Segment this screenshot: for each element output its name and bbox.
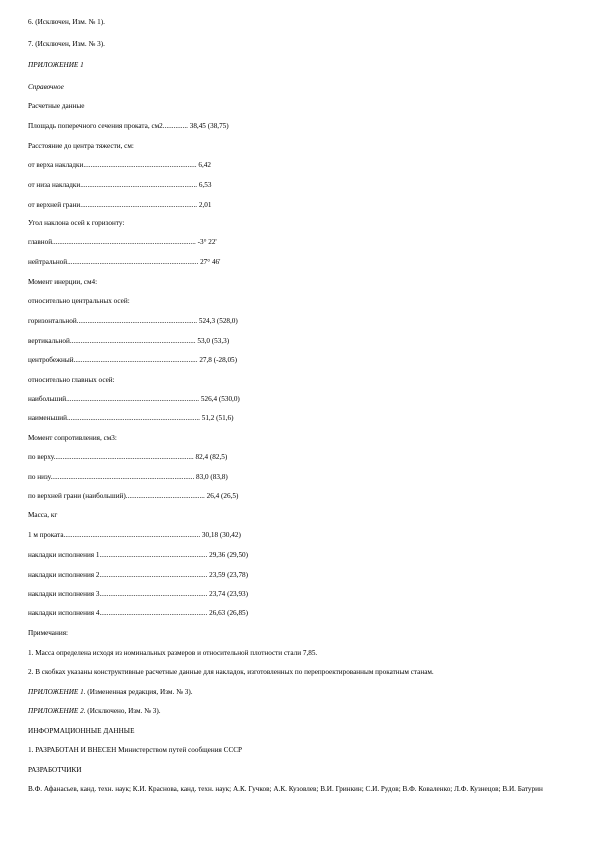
note-2: 2. В скобках указаны конструктивные расчетные данные для накладок, изготовленных по перепроектированным прокатным станам. xyxy=(28,668,434,676)
mass-version-2-row: накладки исполнения 2............................................................ 23,59 (23,78) xyxy=(28,571,249,579)
appendix-reference-label: Справочное xyxy=(28,83,64,91)
mass-heading: Масса, кг xyxy=(28,511,58,519)
centroid-from-bottom-row: от низа накладки................................................................. 6,53 xyxy=(28,181,212,189)
modulus-bottom-row: по низу................................................................................ 83,0 (83,8) xyxy=(28,473,228,481)
mass-version-4-row: накладки исполнения 4............................................................ 26,63 (26,85) xyxy=(28,609,249,617)
inertia-horizontal-row: горизонтальной................................................................... 524,3 (528,0) xyxy=(28,317,238,325)
inertia-min-row: наименьший.......................................................................... 51,2 (51,6) xyxy=(28,414,234,422)
neutral-axis-angle-row: нейтральной......................................................................... 27° 46' xyxy=(28,258,221,266)
principal-axes-subheading: относительно главных осей: xyxy=(28,376,115,384)
information-data-heading: ИНФОРМАЦИОННЫЕ ДАННЫЕ xyxy=(28,727,135,735)
cross-section-area-row: Площадь поперечного сечения проката, см2.............. 38,45 (38,75) xyxy=(28,122,229,130)
mass-per-meter-row: 1 м проката............................................................................ 30,18 (30,42) xyxy=(28,531,241,539)
inertia-vertical-row: вертикальной...................................................................... 53,0 (53,3) xyxy=(28,337,230,345)
notes-heading: Примечания: xyxy=(28,629,68,637)
developers-list: В.Ф. Афанасьев, канд. техн. наук; К.И. Краснова, канд. техн. наук; А.К. Гучков; А.К. Кузовлев; В.И. Гринкин; С.И. Рудов; В.Ф. Коваленко; Л.Ф. Кузнецов; В.И. Батурин xyxy=(28,785,543,793)
inertia-max-row: наибольший.......................................................................... 526,4 (530,0) xyxy=(28,395,240,403)
developed-by-statement: 1. РАЗРАБОТАН И ВНЕСЕН Министерством путей сообщения СССР xyxy=(28,746,243,754)
appendix-2-amendment-text: (Исключено, Изм. № 3). xyxy=(85,707,161,715)
modulus-upper-edge-row: по верхней грани (наибольший)............................................ 26,4 (26,5) xyxy=(28,492,239,500)
mass-version-3-row: накладки исполнения 3............................................................ 23,74 (23,93) xyxy=(28,590,249,598)
appendix-1-amendment xyxy=(28,688,573,697)
appendix-2-amendment xyxy=(28,707,573,716)
calculation-data-heading: Расчетные данные xyxy=(28,102,85,110)
moment-of-inertia-heading: Момент инерции, см4: xyxy=(28,278,98,286)
section-modulus-heading: Момент сопротивления, см3: xyxy=(28,434,117,442)
appendix-1-amendment-text: (Измененная редакция, Изм. № 3). xyxy=(85,688,193,696)
modulus-top-row: по верху.............................................................................. 82,4 (82,5) xyxy=(28,453,228,461)
mass-version-1-row: накладки исполнения 1............................................................ 29,36 (29,50) xyxy=(28,551,249,559)
inertia-centrifugal-row: центробежный..................................................................... 27,8 (-28,05) xyxy=(28,356,238,364)
note-1: 1. Масса определена исходя из номинальных размеров и относительной плотности стали 7,85. xyxy=(28,649,318,657)
item-7-excluded: 7. (Исключен, Изм. № 3). xyxy=(28,40,105,48)
item-6-excluded: 6. (Исключен, Изм. № 1). xyxy=(28,18,105,26)
centroid-from-top-row: от верха накладки............................................................... 6,42 xyxy=(28,161,211,169)
axis-angle-heading: Угол наклона осей к горизонту: xyxy=(28,219,125,227)
centroid-from-upper-edge-row: от верхней грани................................................................. 2,01 xyxy=(28,201,212,209)
appendix-2-amendment-label: ПРИЛОЖЕНИЕ 2. xyxy=(28,707,86,715)
appendix-1-amendment-label: ПРИЛОЖЕНИЕ 1. xyxy=(28,688,86,696)
central-axes-subheading: относительно центральных осей: xyxy=(28,297,130,305)
developers-heading: РАЗРАБОТЧИКИ xyxy=(28,766,82,774)
principal-axis-angle-row: главной................................................................................ -3° 22' xyxy=(28,238,217,246)
appendix-1-heading: ПРИЛОЖЕНИЕ 1 xyxy=(28,61,84,69)
centroid-distance-heading: Расстояние до центра тяжести, см: xyxy=(28,142,134,150)
